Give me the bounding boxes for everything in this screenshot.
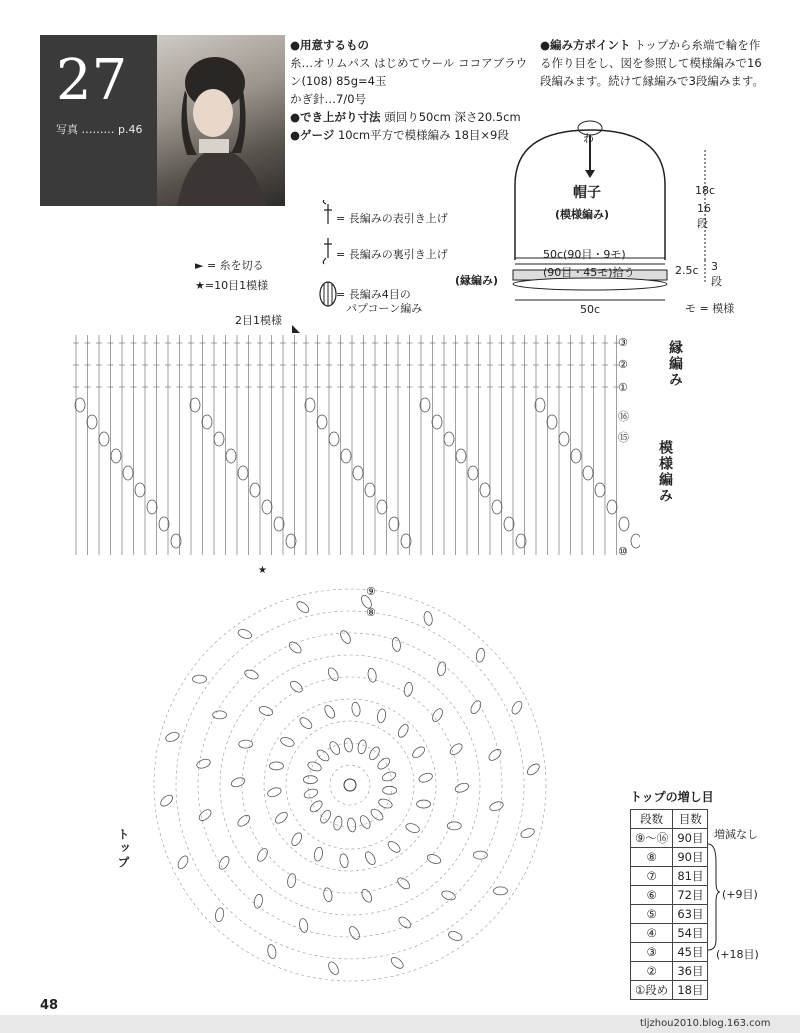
legend-cut-row [195,257,264,273]
popcorn-stitch [287,640,303,655]
increase-row [631,905,708,924]
increase-row-number: ⑦ [631,867,673,886]
increase-brace [706,842,722,962]
popcorn-stitch [381,770,397,782]
popcorn-stitch [473,851,487,859]
points-block [540,36,765,90]
note-plus-9: (+9目) [722,888,758,901]
increase-row-number: ⑨〜⑯ [631,829,673,848]
cut-yarn-icon: ► [195,259,204,272]
popcorn-stitch [317,415,327,429]
popcorn-stitch [290,831,304,847]
increase-row-number: ⑧ [631,848,673,867]
photo-reference: 写真 ……… p.46 [56,123,143,136]
increase-row [631,943,708,962]
popcorn-stitch [480,483,490,497]
schematic-mo: モ = 模様 [685,302,735,315]
popcorn-stitch [432,415,442,429]
round-line [154,589,546,981]
popcorn-stitch [403,682,413,697]
popcorn-stitch [75,398,85,412]
points-text: トップから糸端で輪を作る作り目をし、図を参照して模様編みで16段編みます。続けて縁編みで3段編みます。 [540,38,764,88]
legend-bp: = 長編みの裏引き上げ [336,248,448,261]
popcorn-stitch [525,762,541,777]
increase-row-count: 18目 [673,981,708,1000]
crochet-chart [60,325,640,1015]
popcorn-stitch [369,807,385,822]
round-line [176,611,524,959]
popcorn-stitch [313,847,323,862]
popcorn-stitch [417,800,431,808]
popcorn-stitch [279,736,295,748]
popcorn-stitch [348,925,362,941]
popcorn-stitch [262,500,272,514]
top-label: トップ [116,828,130,870]
legend-star: ★=10目1模様 [195,279,269,292]
popcorn-stitch [469,699,483,715]
popcorn-stitch [351,702,361,717]
popcorn-stitch [418,772,434,784]
popcorn-stitch [288,679,304,694]
popcorn-stitch [504,517,514,531]
popcorn-stitch [360,888,374,904]
popcorn-stitch [315,748,331,763]
col-stitches: 目数 [673,810,708,829]
popcorn-stitch [193,675,207,683]
row-mark-10: ⑩ [618,545,628,558]
popcorn-stitch [367,668,377,683]
legend-popcorn-2: パプコーン編み [346,302,423,315]
popcorn-stitch [420,398,430,412]
popcorn-stitch [308,799,324,814]
popcorn-stitch [456,449,466,463]
popcorn-stitch [327,960,341,976]
row-mark-1: ① [618,381,628,394]
popcorn-stitch [135,483,145,497]
popcorn-stitch [444,432,454,446]
popcorn-stitch [454,782,470,794]
row-mark-15: ⑮ [618,431,629,444]
schematic-edge-label: (縁編み) [455,274,499,287]
popcorn-stitch [396,876,412,891]
popcorn-stitch [343,737,353,752]
round-line [308,743,392,827]
gauge-text: 10cm平方で模様編み 18目×9段 [337,128,509,142]
increase-row [631,886,708,905]
schematic-wa: わ [583,132,594,145]
popcorn-stitch [176,854,190,870]
materials-yarn: 糸…オリムパス はじめてウール ココアブラウン(108) 85g=4玉 [290,56,528,88]
increase-row-number: ④ [631,924,673,943]
popcorn-stitch [230,776,246,788]
increase-table [630,809,708,1000]
popcorn-stitch [267,944,277,959]
popcorn-stitch [111,449,121,463]
popcorn-stitch [250,483,260,497]
popcorn-stitch [196,758,212,770]
popcorn-stitch [214,907,224,922]
popcorn-stitch [295,600,311,615]
popcorn-stitch [377,797,393,809]
increase-row-number: ⑥ [631,886,673,905]
row-mark-2: ② [618,358,628,371]
round-line [198,633,502,937]
popcorn-stitch [147,500,157,514]
schematic-width2: (90目・45モ)拾う [543,266,635,279]
cut-yarn-icon [292,325,300,333]
schematic-bottom-width: 50c [580,303,601,316]
popcorn-stitch [383,786,397,794]
row-mark-3: ③ [618,336,628,349]
note-no-change: 増減なし [714,828,758,841]
col-rows: 段数 [631,810,673,829]
legend-fp: = 長編みの表引き上げ [336,212,448,225]
popcorn-stitch [487,747,503,762]
increase-row [631,981,708,1000]
popcorn-stitch [468,466,478,480]
popcorn-stitch [447,822,461,830]
gauge-heading: ●ゲージ [290,128,335,142]
popcorn-stitch [583,466,593,480]
points-heading: ●編み方ポイント [540,38,631,52]
round-line [286,721,414,849]
popcorn-stitch [273,810,289,825]
popcorn-stitch [190,398,200,412]
popcorn-stitch [339,853,349,868]
center-mark-9: ⑨ [366,585,376,598]
popcorn-stitch [510,700,524,716]
popcorn-stitch [447,930,463,942]
pattern-number: 27 [56,48,128,113]
star-icon: ★ [258,565,267,576]
round-line [264,699,436,871]
popcorn-stitch [423,611,433,626]
schematic-top-rows: 16段 [697,202,711,230]
hat-schematic [455,120,765,320]
popcorn-stitch [287,873,297,888]
increase-row [631,962,708,981]
popcorn-stitch [269,762,283,770]
popcorn-stitch [391,637,401,652]
popcorn-stitch [493,887,507,895]
popcorn-stitch [298,716,314,731]
popcorn-stitch [426,853,442,865]
increase-row-number: ①段め [631,981,673,1000]
popcorn-stitch [159,793,175,808]
increase-row [631,924,708,943]
increase-table-block [630,788,714,1000]
popcorn-stitch [256,847,270,863]
popcorn-stitch [164,731,180,743]
popcorn-stitch [437,661,447,676]
popcorn-stitch [326,666,340,682]
popcorn-stitch [346,817,356,832]
repeat-label: 2目1模様 [235,314,282,327]
popcorn-stitch [535,398,545,412]
popcorn-stitch [475,648,485,663]
materials-heading: ●用意するもの [290,38,370,52]
popcorn-stitch [298,918,308,933]
popcorn-stitch [238,466,248,480]
increase-table-title: トップの増し目 [630,790,714,804]
popcorn-stitch [397,915,413,930]
increase-row-count: 54目 [673,924,708,943]
increase-row-count: 45目 [673,943,708,962]
edge-side-label: 縁編み [667,340,683,388]
popcorn-stitch [305,398,315,412]
popcorn-stitch [239,740,253,748]
stitch-symbols [318,200,338,310]
hat-schematic-drawing [455,120,765,320]
increase-row-count: 72目 [673,886,708,905]
popcorn-stitch [411,745,427,760]
schematic-top-dim: 18c [695,184,716,197]
popcorn-stitch [607,500,617,514]
popcorn-stitch [303,787,319,799]
materials-hook: かぎ針…7/0号 [290,92,367,106]
popcorn-stitch [236,813,252,828]
popcorn-stitch [448,742,464,757]
popcorn-stitch [214,432,224,446]
popcorn-stitch [237,628,253,640]
note-plus-18: (+18目) [716,948,759,961]
popcorn-stitch [357,739,367,754]
popcorn-stitch [226,449,236,463]
model-silhouette [157,35,285,206]
schematic-subtitle: (模様編み) [555,208,610,221]
magic-ring [344,779,356,791]
popcorn-stitch [441,889,457,901]
schematic-edge-rows: 3段 [711,260,722,288]
pattern-side-label: 模様編み [657,440,673,504]
increase-row [631,829,708,848]
legend-cut: = 糸を切る [206,259,264,272]
schematic-width1: 50c(90目・9モ) [543,248,626,261]
popcorn-stitch [520,827,536,839]
popcorn-stitch [365,483,375,497]
size-heading: ●でき上がり寸法 [290,110,381,124]
popcorn-stitch [386,839,402,854]
increase-row-number: ⑤ [631,905,673,924]
popcorn-stitch [99,432,109,446]
pattern-header-box [40,35,157,206]
round-line [242,677,458,893]
popcorn-stitch [333,816,343,831]
legend-popcorn-1: = 長編み4目の [336,288,411,301]
page-number: 48 [40,998,59,1013]
increase-row-number: ② [631,962,673,981]
popcorn-stitch [87,415,97,429]
popcorn-stitch [363,850,377,866]
row-mark-16: ⑯ [618,410,629,423]
popcorn-stitch [631,534,640,548]
watermark: tljzhou2010.blog.163.com [640,1018,771,1029]
size-text: 頭回り50cm 深さ20.5cm [384,110,521,124]
popcorn-stitch [274,517,284,531]
popcorn-stitch [353,466,363,480]
popcorn-stitch [489,800,505,812]
popcorn-stitch [329,432,339,446]
schematic-title: 帽子 [573,185,601,201]
popcorn-stitch [547,415,557,429]
popcorn-stitch [619,517,629,531]
popcorn-stitch [341,449,351,463]
popcorn-stitch [303,776,317,784]
increase-row [631,867,708,886]
popcorn-stitch [559,432,569,446]
center-mark-8: ⑧ [366,606,376,619]
popcorn-stitch [213,711,227,719]
increase-table-header [631,810,708,829]
model-photo [157,35,285,206]
popcorn-stitch [376,708,386,723]
increase-row-count: 36目 [673,962,708,981]
popcorn-stitch [202,415,212,429]
popcorn-stitch [307,760,323,772]
increase-row-number: ③ [631,943,673,962]
popcorn-stitch [217,855,231,871]
popcorn-stitch [595,483,605,497]
increase-row-count: 90目 [673,829,708,848]
popcorn-stitch [323,704,337,720]
increase-row-count: 63目 [673,905,708,924]
popcorn-stitch [389,955,405,970]
popcorn-stitch [571,449,581,463]
popcorn-stitch [377,500,387,514]
popcorn-stitch [389,517,399,531]
round-line [330,765,370,805]
popcorn-stitch [376,756,392,771]
popcorn-stitch [197,808,213,823]
popcorn-stitch [396,723,410,739]
popcorn-stitch [339,629,353,645]
popcorn-stitch [266,786,282,798]
increase-row-count: 90目 [673,848,708,867]
increase-row-count: 81目 [673,867,708,886]
popcorn-stitch [323,887,333,902]
popcorn-stitch [123,466,133,480]
increase-row [631,848,708,867]
popcorn-stitch [159,517,169,531]
round-line [220,655,480,915]
popcorn-stitch [405,822,421,834]
popcorn-stitch [492,500,502,514]
schematic-edge-dim: 2.5c [675,264,699,277]
